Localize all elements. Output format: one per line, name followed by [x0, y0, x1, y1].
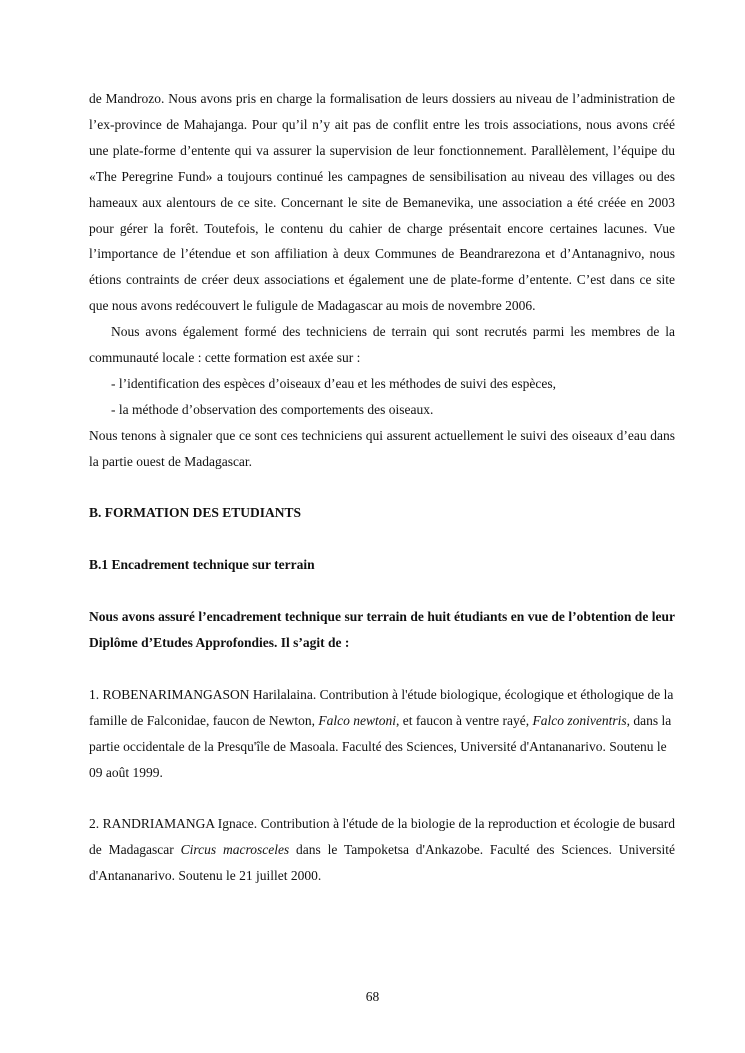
bullet-item: - l’identification des espèces d’oiseaux d’eau et les méthodes de suivi des espèces,: [111, 375, 556, 391]
intro-paragraph: de Mandrozo. Nous avons pris en charge la formalisation de leurs dossiers au niveau de l’administration de l’ex-province de Mahajanga. Pour qu’il n’y ait pas de conflit entre les trois associations, nous avons créé une plate-forme d’entente qui va assurer la supervision de leur fonctionnement. Parallèlement, l’équipe du «The Peregrine Fund» a toujours continué les campagnes de sensibilisation au niveau des villages ou des hameaux aux alentours de ce site. Concernant le site de Bemanevika, une association a été créée en 2003 pour gérer la forêt. Toutefois, le contenu du cahier de charge présentait encore certaines lacunes. Vue l’importance de l’étendue et son affiliation à deux Communes de Beandrarezona et d’Antanagnivo, nous étions contraints de créer deux associations et également une de plate-forme d’entente. C’est dans ce site que nous avons redécouvert le fuligule de Madagascar au mois de novembre 2006.: [89, 91, 675, 314]
species-name: Circus macrosceles: [180, 842, 290, 858]
spacer: [89, 475, 675, 501]
reference-text: 2. RANDRIAMANGA Ignace. Contribution à l'étude de la biologie de la reproduction et écologie de busard de Madagascar: [89, 816, 675, 858]
conclusion-paragraph: Nous tenons à signaler que ce sont ces techniciens qui assurent actuellement le suivi des oiseaux d’eau dans la partie ouest de Madagascar.: [89, 427, 675, 469]
subsection-heading: B.1 Encadrement technique sur terrain: [89, 557, 315, 573]
bullet-item: - la méthode d’observation des comportements des oiseaux.: [111, 401, 434, 417]
section-heading: B. FORMATION DES ETUDIANTS: [89, 505, 302, 521]
reference-text: dans le Tampoketsa d'Ankazobe. Faculté des Sciences. Université d'Antananarivo. Soutenu le 21 juillet 2000.: [89, 842, 675, 884]
reference-text: 1. ROBENARIMANGASON Harilalaina. Contribution à l'étude biologique, écologique et éthologique de la famille de Falconidae, faucon de Newton,: [89, 686, 674, 728]
reference-item: [89, 682, 675, 786]
species-name: Falco newtoni: [318, 712, 397, 728]
reference-text: , dans la partie occidentale de la Presqu'île de Masoala. Faculté des Sciences, Université d'Antananarivo. Soutenu le 09 août 1999.: [89, 712, 672, 780]
spacer: [89, 656, 675, 682]
page-body: [89, 86, 675, 889]
spacer: [89, 526, 675, 552]
reference-item: [89, 811, 675, 889]
bold-statement: Nous avons assuré l’encadrement technique sur terrain de huit étudiants en vue de l’obtention de leur Diplôme d’Etudes Approfondies. Il s’agit de :: [89, 609, 675, 650]
page-number: 68: [365, 989, 380, 1004]
species-name: Falco zoniventris: [532, 712, 627, 728]
training-intro-paragraph: Nous avons également formé des techniciens de terrain qui sont recrutés parmi les membres de la communauté locale : cette formation est axée sur :: [89, 324, 675, 366]
spacer: [89, 785, 675, 811]
spacer: [89, 578, 675, 604]
reference-text: , et faucon à ventre rayé,: [396, 712, 533, 728]
